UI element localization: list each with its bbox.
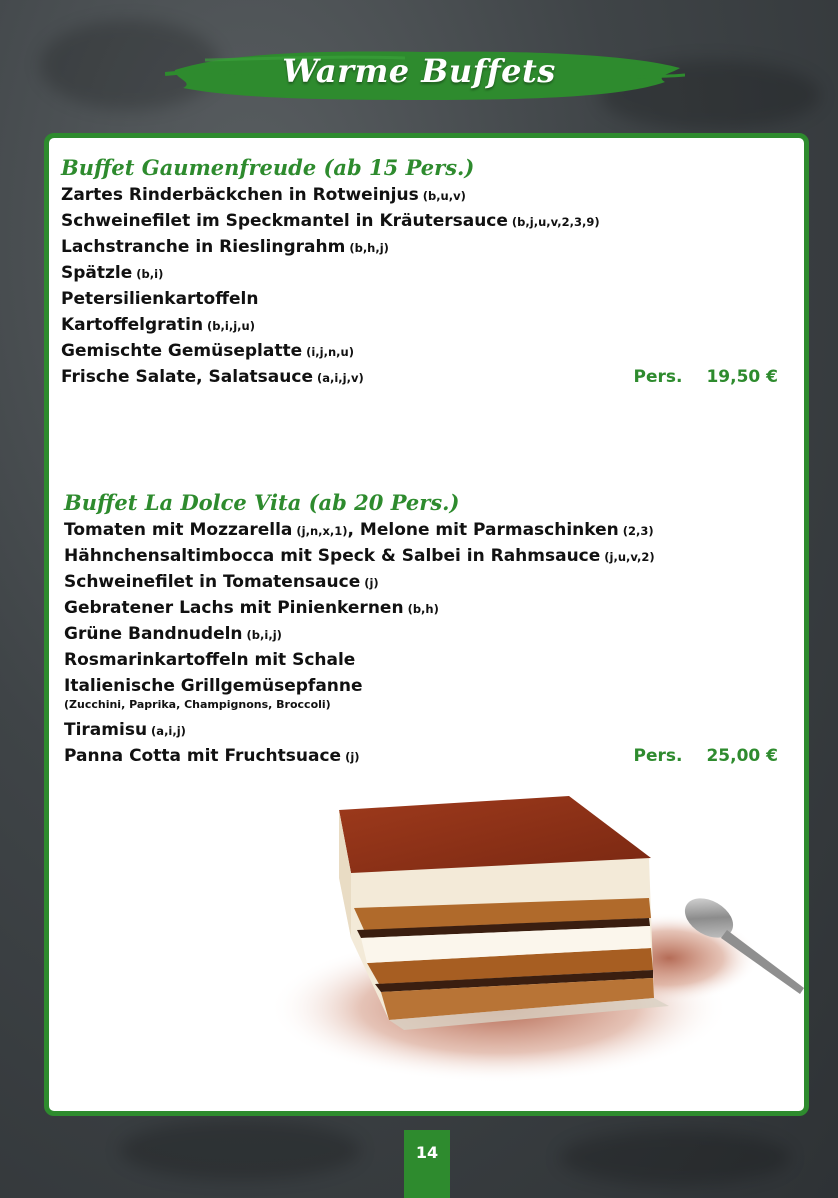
menu-item [64,720,186,741]
price [634,367,778,387]
allergen-codes: (j) [345,750,360,764]
item-name: Schweinefilet im Speckmantel in Kräutersauce [61,211,508,231]
item-name: Tomaten mit Mozzarella [64,520,293,540]
item-name: Schweinefilet in Tomatensauce [64,572,361,592]
menu-item [64,546,655,567]
allergen-codes: (b,h) [407,602,439,616]
menu-card [44,133,809,1116]
allergen-codes: (b,i,j,u) [207,319,255,333]
menu-item [61,289,258,309]
menu-item [61,367,364,388]
allergen-codes: (b,h,j) [349,241,389,255]
background-texture [560,1130,790,1185]
allergen-codes: (b,i) [136,267,164,281]
menu-item [64,572,379,593]
item-name: Frische Salate, Salatsauce [61,367,313,387]
menu-item [64,520,654,541]
menu-item [64,676,363,696]
price-value: 19,50 € [706,367,778,387]
allergen-codes: (i,j,n,u) [306,345,354,359]
allergen-codes: (b,i,j) [246,628,282,642]
menu-item [61,237,389,258]
allergen-codes: (a,i,j,v) [316,371,364,385]
page-title: Warme Buffets [282,52,556,90]
price-unit: Pers. [633,746,683,766]
item-name: Lachstranche in Rieslingrahm [61,237,346,257]
item-name: Gemischte Gemüseplatte [61,341,303,361]
menu-item [61,341,354,362]
item-name: Panna Cotta mit Fruchtsuace [64,746,342,766]
item-name: Grüne Bandnudeln [64,624,243,644]
item-name: Tiramisu [64,720,148,740]
item-name: Rosmarinkartoffeln mit Schale [64,650,356,670]
item-name-suffix: , Melone mit Parmaschinken [347,520,619,540]
item-name: Italienische Grillgemüsepfanne [64,676,363,696]
section-title: Buffet Gaumenfreude (ab 15 Pers.) [61,155,475,180]
section-title: Buffet La Dolce Vita (ab 20 Pers.) [64,490,460,515]
item-name: Spätzle [61,263,133,283]
allergen-codes: (a,i,j) [151,724,186,738]
item-name: Gebratener Lachs mit Pinienkernen [64,598,404,618]
item-name: Petersilienkartoffeln [61,289,259,309]
background-texture [120,1120,360,1180]
allergen-codes: (b,u,v) [422,189,466,203]
menu-item [64,650,355,670]
allergen-codes: (j,u,v,2) [604,550,655,564]
allergen-codes: (b,j,u,v,2,3,9) [511,215,600,229]
allergen-codes: (j) [364,576,379,590]
tiramisu-photo [239,758,809,1098]
menu-item [64,624,282,645]
menu-item [64,598,439,619]
item-name: Zartes Rinderbäckchen in Rotweinjus [61,185,419,205]
allergen-codes: (j,n,x,1) [296,524,348,538]
item-note: (Zucchini, Paprika, Champignons, Broccoli) [64,698,331,711]
item-name: Hähnchensaltimbocca mit Speck & Salbei in Rahmsauce [64,546,601,566]
page-number: 14 [404,1130,450,1198]
menu-item [61,211,600,232]
item-name: Kartoffelgratin [61,315,204,335]
price-value: 25,00 € [706,746,778,766]
price-unit: Pers. [633,367,683,387]
allergen-codes: (2,3) [622,524,654,538]
menu-item [61,263,163,284]
menu-item [61,315,255,336]
menu-item [61,185,466,206]
